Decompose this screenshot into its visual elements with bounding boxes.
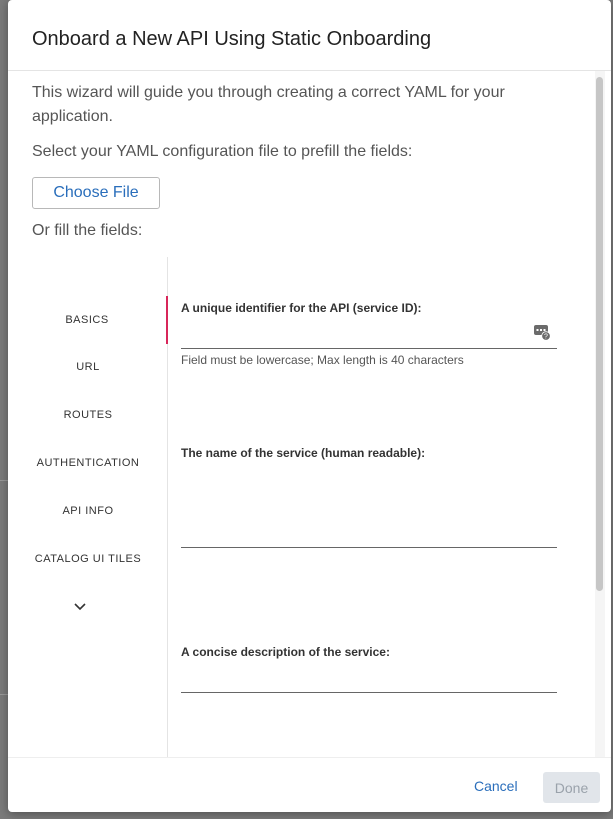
onboarding-modal (8, 0, 611, 812)
service-id-input[interactable] (181, 325, 557, 349)
prefill-label: Select your YAML configuration file to prefill the fields: (32, 143, 413, 160)
wizard-nav (8, 257, 168, 757)
backdrop-divider (0, 694, 8, 695)
service-id-helper: Field must be lowercase; Max length is 40 characters (181, 353, 464, 367)
modal-title: Onboard a New API Using Static Onboarding (32, 28, 432, 50)
nav-item-url[interactable]: URL (76, 361, 100, 373)
scrollbar-thumb[interactable] (596, 77, 603, 591)
service-id-label: A unique identifier for the API (service ID): (181, 301, 422, 315)
done-button[interactable]: Done (543, 772, 600, 803)
nav-item-basics[interactable]: BASICS (8, 296, 168, 344)
svg-text:?: ? (544, 333, 548, 341)
modal-content[interactable] (8, 71, 611, 757)
nav-item-api-info[interactable]: API INFO (62, 505, 114, 517)
nav-item-catalog-ui-tiles[interactable]: CATALOG UI TILES (34, 553, 142, 565)
cancel-button[interactable]: Cancel (474, 778, 518, 794)
intro-text: This wizard will guide you through creating a correct YAML for your application. (32, 84, 505, 125)
chevron-down-icon[interactable] (70, 597, 90, 617)
service-title-input[interactable] (181, 526, 557, 548)
nav-item-routes[interactable]: ROUTES (63, 409, 113, 421)
service-description-label: A concise description of the service: (181, 645, 390, 659)
or-fill-label: Or fill the fields: (32, 222, 143, 239)
footer-divider (8, 757, 611, 758)
service-description-input[interactable] (181, 671, 557, 693)
choose-file-button[interactable]: Choose File (32, 177, 160, 209)
help-keyboard-icon[interactable] (533, 323, 551, 341)
backdrop-divider (0, 480, 8, 481)
nav-item-authentication[interactable]: AUTHENTICATION (36, 457, 140, 469)
service-title-label: The name of the service (human readable): (181, 446, 426, 460)
